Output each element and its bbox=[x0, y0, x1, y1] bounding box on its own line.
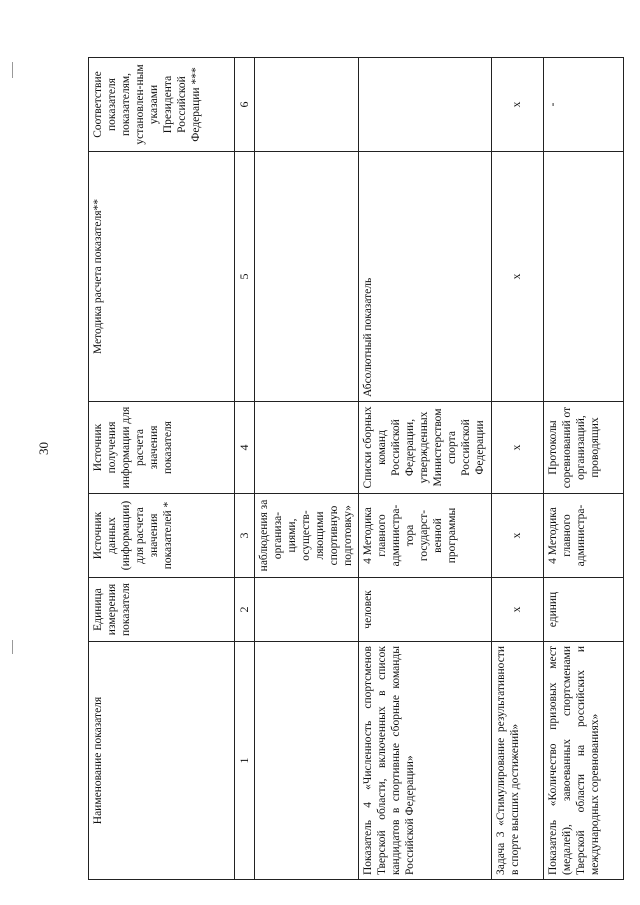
table-row bbox=[255, 58, 359, 880]
table-row bbox=[359, 58, 492, 880]
table-row bbox=[544, 58, 624, 880]
table-cell bbox=[255, 402, 359, 494]
column-number: 2 bbox=[235, 578, 255, 642]
margin-mark-bottom bbox=[12, 640, 13, 654]
header-cell: Единица измерения показателя bbox=[89, 578, 235, 642]
table-cell: х bbox=[492, 494, 544, 578]
table-cell: Списки сборных команд Российской Федерации, утвержденных Министерством спорта Российской Федерации bbox=[359, 402, 492, 494]
table-cell bbox=[359, 58, 492, 152]
table-cell bbox=[255, 58, 359, 152]
table-cell: х bbox=[492, 152, 544, 402]
table-cell: человек bbox=[359, 578, 492, 642]
table-row bbox=[492, 58, 544, 880]
table-cell: Абсолютный показатель bbox=[359, 152, 492, 402]
header-cell: Источник получения информации для расчета значения показателя bbox=[89, 402, 235, 494]
column-number: 6 bbox=[235, 58, 255, 152]
column-number: 4 bbox=[235, 402, 255, 494]
table-cell: х bbox=[492, 58, 544, 152]
header-cell: Источник данных (информации) для расчета значения показателей * bbox=[89, 494, 235, 578]
table-cell: Показатель «Количество призовых мест (медалей), завоеванных спортсменами Тверской области на российских и международных соревнованиях» bbox=[544, 642, 624, 880]
margin-mark-top bbox=[12, 62, 13, 78]
table-cell: х bbox=[492, 402, 544, 494]
table-cell: Протоколы соревнований от организаций, проводящих bbox=[544, 402, 624, 494]
column-number: 3 bbox=[235, 494, 255, 578]
page-number: 30 bbox=[36, 442, 51, 455]
table-cell: 4 Методика главного администра-тора государст-венной программы bbox=[359, 494, 492, 578]
table-cell: единиц bbox=[544, 578, 624, 642]
table-cell: наблюдения за организа-циями, осуществ-ляющими спортивную подготовку» bbox=[255, 494, 359, 578]
table-cell: 4 Методика главного администра- bbox=[544, 494, 624, 578]
column-number: 5 bbox=[235, 152, 255, 402]
header-cell: Методика расчета показателя** bbox=[89, 152, 235, 402]
table-cell: - bbox=[544, 58, 624, 152]
table-cell: Задача 3 «Стимулирование результативности в спорте высших достижений» bbox=[492, 642, 544, 880]
table-cell bbox=[255, 578, 359, 642]
table-cell bbox=[544, 152, 624, 402]
column-number: 1 bbox=[235, 642, 255, 880]
header-cell: Соответствие показателя показателям, установлен-ным указами Президента Российской Федерации *** bbox=[89, 58, 235, 152]
header-cell: Наименование показателя bbox=[89, 642, 235, 880]
table-cell bbox=[255, 152, 359, 402]
table-cell bbox=[255, 642, 359, 880]
column-number-row bbox=[235, 58, 255, 880]
table-cell: Показатель 4 «Численность спортсменов Тверской области, включенных в список кандидатов в спортивные сборные команды Российской Федерации» bbox=[359, 642, 492, 880]
rotated-table-wrapper bbox=[88, 58, 623, 880]
table-cell: х bbox=[492, 578, 544, 642]
header-row bbox=[89, 58, 235, 880]
indicator-table bbox=[88, 57, 624, 880]
